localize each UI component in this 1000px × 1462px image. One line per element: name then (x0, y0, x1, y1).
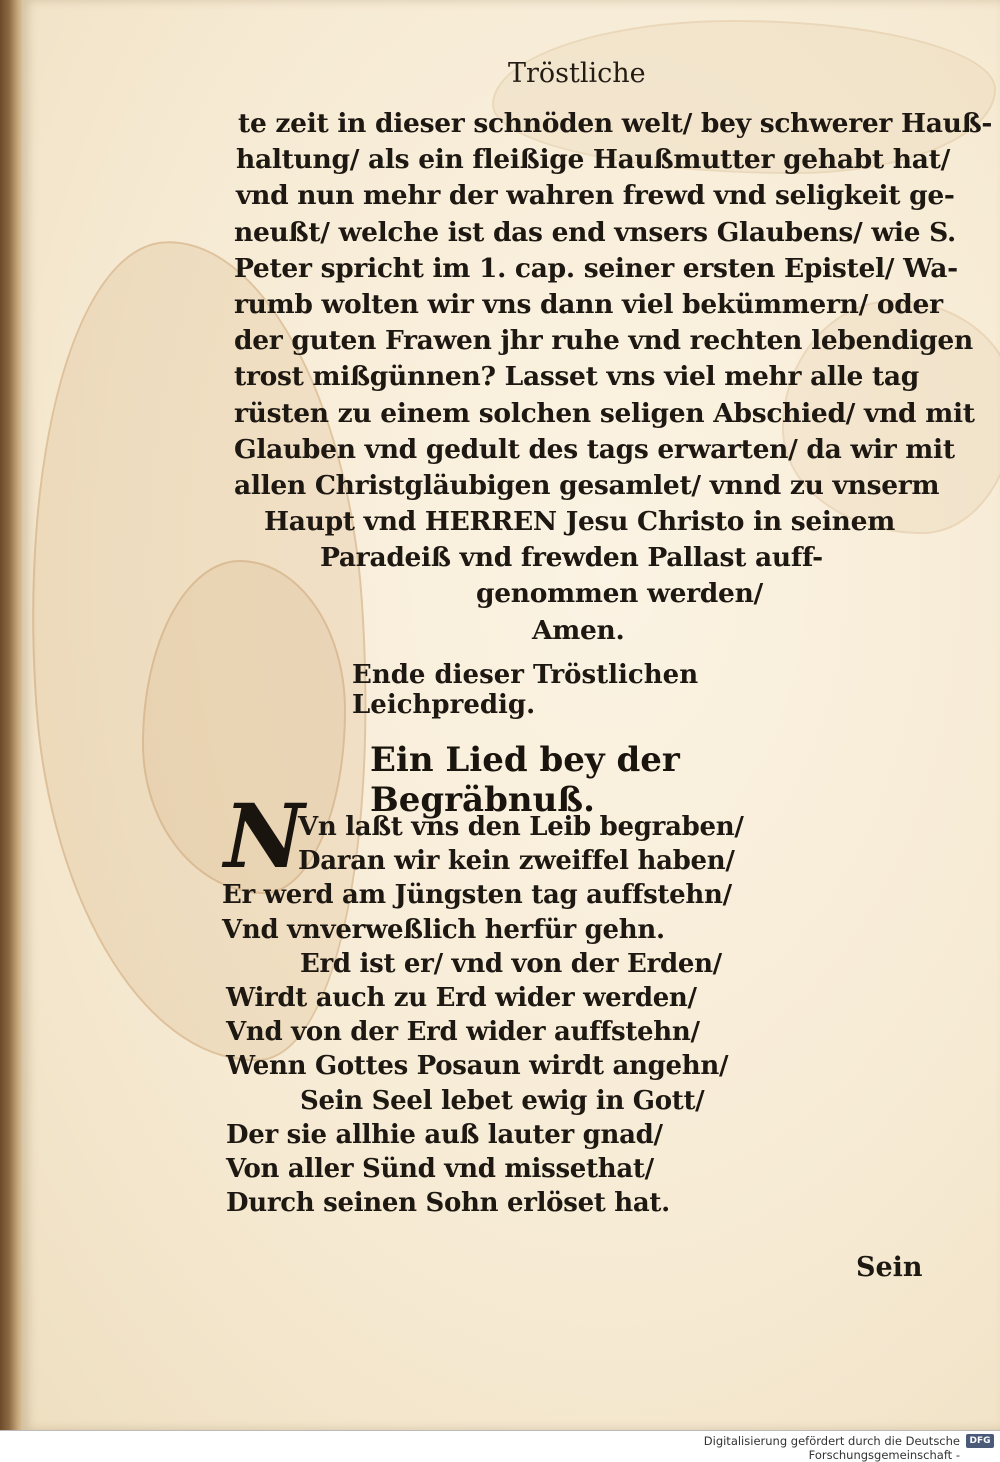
drop-capital: N (224, 784, 305, 888)
hymn-verses (222, 810, 842, 1220)
end-of-sermon-heading: Ende dieser Tröstlichen Leichpredig. (352, 660, 699, 720)
text-line: te zeit in dieser schnöden welt/ bey schwerer Hauß- (238, 108, 993, 139)
running-head: Tröstliche (508, 58, 646, 89)
verse-line: Erd ist er/ vnd von der Erden/ (300, 948, 722, 979)
text-line: Amen. (532, 614, 625, 646)
text-line: trost mißgünnen? Lasset vns viel mehr alle tag (234, 361, 919, 393)
verse-line: Sein Seel lebet ewig in Gott/ (300, 1085, 705, 1116)
verse-line: Wenn Gottes Posaun wirdt angehn/ (226, 1051, 729, 1082)
text-line: neußt/ welche ist das end vnsers Glaubens/ wie S. (234, 216, 956, 248)
verse-line: Von aller Sünd vnd missethat/ (226, 1153, 654, 1184)
verse-line: Der sie allhie auß lauter gnad/ (226, 1119, 663, 1150)
text-line: Paradeiß vnd frewden Pallast auff- (320, 542, 823, 574)
dfg-logo-icon: DFG (966, 1434, 994, 1448)
song-title: Ein Lied bey der Begräbnuß. (370, 740, 680, 820)
catchword: Sein (856, 1252, 923, 1283)
text-line: Peter spricht im 1. cap. seiner ersten Epistel/ Wa- (234, 252, 958, 284)
funding-notice: Digitalisierung gefördert durch die Deutsche Forschungsgemeinschaft - (703, 1434, 960, 1462)
text-line: rüsten zu einem solchen seligen Abschied/ vnd mit (234, 397, 975, 429)
verse-line: Vn laßt vns den Leib begraben/ (298, 812, 744, 842)
verse-line: Er werd am Jüngsten tag auffstehn/ (222, 880, 732, 911)
text-line: vnd nun mehr der wahren frewd vnd seligkeit ge- (236, 180, 955, 212)
verse-line: Wirdt auch zu Erd wider werden/ (226, 982, 697, 1013)
text-line: genommen werden/ (476, 578, 763, 610)
sermon-text (218, 106, 993, 649)
verse-line: Durch seinen Sohn erlöset hat. (226, 1188, 670, 1219)
text-line: Haupt vnd HERREN Jesu Christo in seinem (264, 506, 895, 538)
verse-line: Vnd von der Erd wider auffstehn/ (226, 1017, 700, 1048)
text-line: rumb wolten wir vns dann viel bekümmern/ oder (234, 288, 943, 320)
verse-line: Vnd vnverweßlich herfür gehn. (222, 914, 665, 945)
text-line: der guten Frawen jhr ruhe vnd rechten lebendigen (234, 325, 973, 357)
text-line: allen Christgläubigen gesamlet/ vnnd zu vnserm (234, 469, 940, 501)
verse-line: Daran wir kein zweiffel haben/ (298, 846, 735, 877)
text-line: haltung/ als ein fleißige Haußmutter gehabt hat/ (236, 144, 950, 176)
digitization-footer (0, 1430, 1000, 1462)
text-line: Glauben vnd gedult des tags erwarten/ da wir mit (234, 433, 955, 465)
